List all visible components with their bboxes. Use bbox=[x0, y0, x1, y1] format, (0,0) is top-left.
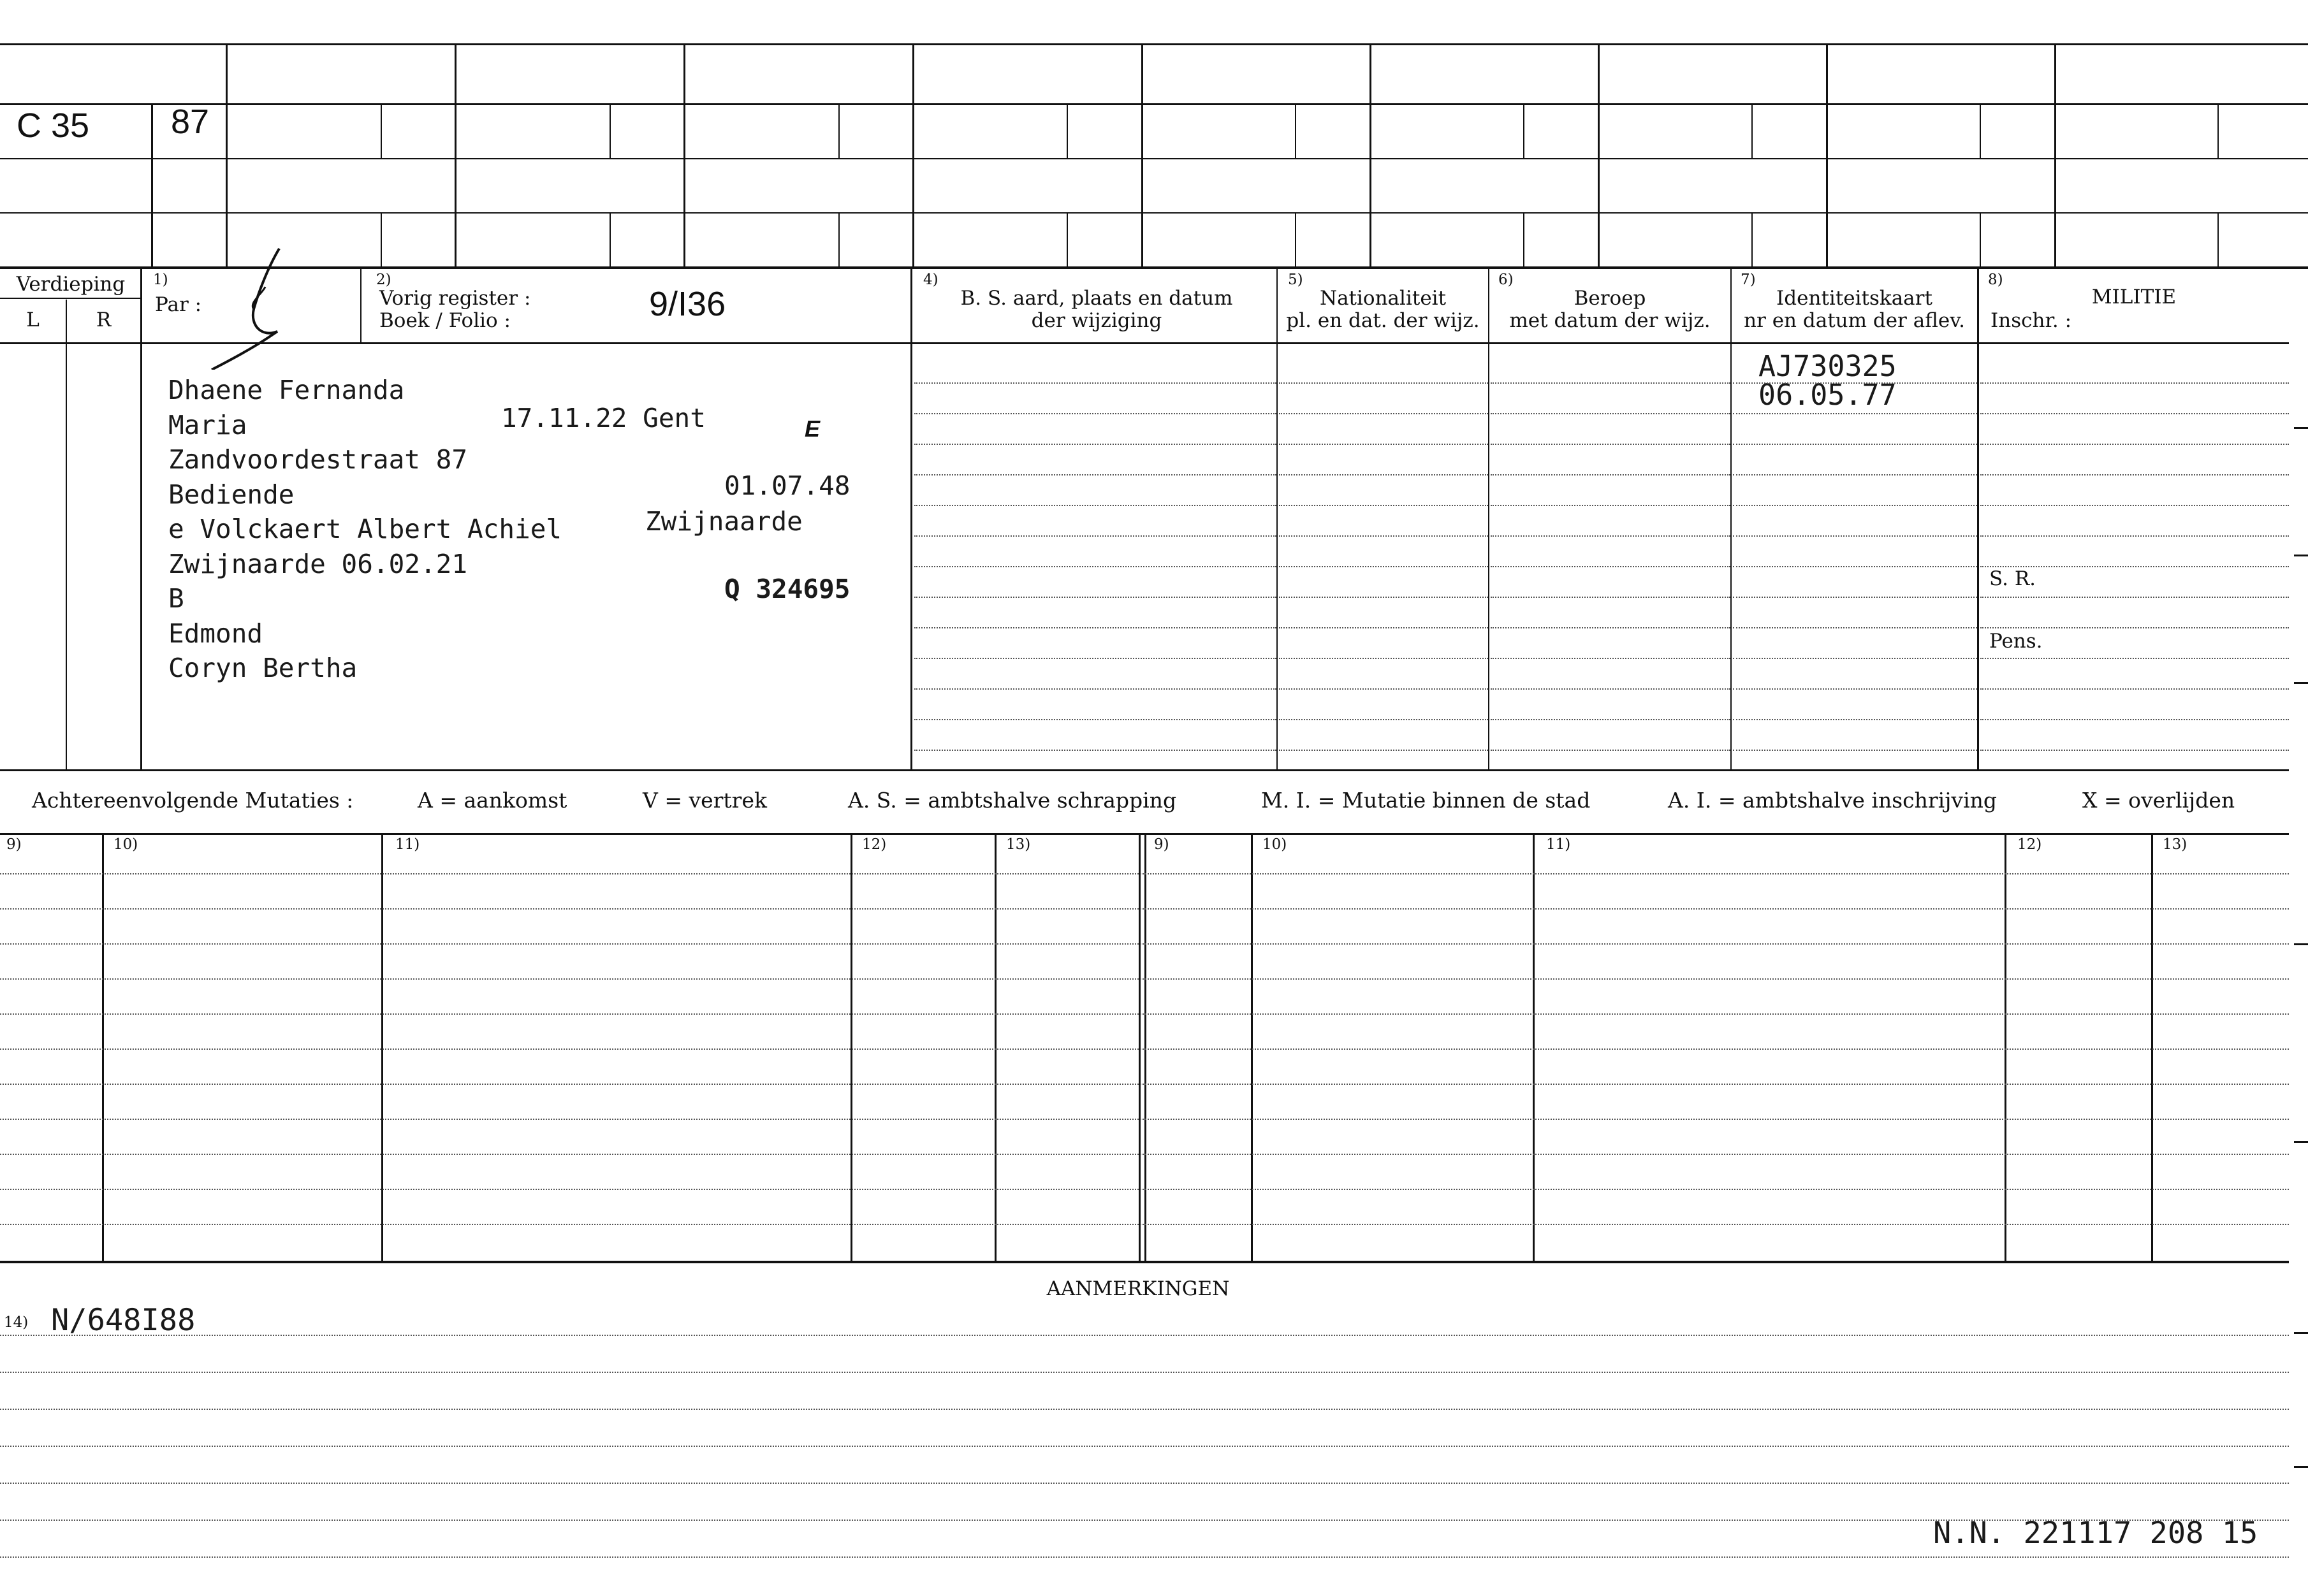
register-code: C 35 bbox=[17, 106, 90, 145]
mut-col-13-right: 13) bbox=[2163, 836, 2187, 853]
mut-col-12-left: 12) bbox=[862, 836, 887, 853]
mut-col-11-right: 11) bbox=[1546, 836, 1571, 853]
boek-folio-label: Boek / Folio : bbox=[379, 309, 511, 332]
mutaties-title: Achtereenvolgende Mutaties : bbox=[32, 788, 354, 813]
col2-number: 2) bbox=[376, 272, 391, 288]
sr-label: S. R. bbox=[1989, 567, 2036, 590]
legend-ambtshalve-inschrijving: A. I. = ambtshalve inschrijving bbox=[1668, 788, 1998, 813]
id-card-date: 06.05.77 bbox=[1758, 378, 1897, 412]
mut-col-9-right: 9) bbox=[1154, 836, 1169, 853]
aanmerkingen-title: AANMERKINGEN bbox=[1046, 1277, 1230, 1300]
col7-number: 7) bbox=[1741, 272, 1756, 288]
person-line-1: Dhaene Fernanda bbox=[168, 375, 405, 405]
aanmerkingen-number: 14) bbox=[4, 1314, 29, 1331]
col8-number: 8) bbox=[1988, 272, 2003, 288]
nationaliteit-label-line2: pl. en dat. der wijz. bbox=[1286, 309, 1480, 332]
militie-title: MILITIE bbox=[2091, 286, 2177, 308]
verdieping-right-label: R bbox=[96, 308, 112, 331]
pens-label: Pens. bbox=[1989, 630, 2043, 653]
mut-col-9-left: 9) bbox=[6, 836, 22, 853]
bs-aard-label-line2: der wijziging bbox=[1031, 309, 1162, 332]
beroep-label-line1: Beroep bbox=[1574, 287, 1646, 310]
mut-col-10-left: 10) bbox=[113, 836, 138, 853]
legend-ambtshalve-schrapping: A. S. = ambtshalve schrapping bbox=[848, 788, 1177, 813]
person-line-3: Zandvoordestraat 87 bbox=[168, 444, 467, 475]
person-line-8: Edmond bbox=[168, 618, 263, 649]
register-number: 87 bbox=[171, 103, 210, 141]
paraph-signature bbox=[204, 242, 312, 370]
col5-number: 5) bbox=[1288, 272, 1303, 288]
legend-vertrek: V = vertrek bbox=[643, 788, 767, 813]
place-right: Zwijnaarde bbox=[645, 506, 803, 537]
inschr-label: Inschr. : bbox=[1990, 309, 2072, 332]
nationaliteit-label-line1: Nationaliteit bbox=[1319, 287, 1447, 310]
legend-mutatie-binnen-stad: M. I. = Mutatie binnen de stad bbox=[1261, 788, 1591, 813]
col1-number: 1) bbox=[153, 272, 168, 288]
person-line-7: B bbox=[168, 583, 184, 614]
person-line-5: e Volckaert Albert Achiel bbox=[168, 514, 562, 544]
vorig-register-value: 9/I36 bbox=[649, 285, 726, 323]
person-line-9: Coryn Bertha bbox=[168, 653, 358, 683]
col6-number: 6) bbox=[1498, 272, 1514, 288]
person-line-2: Maria bbox=[168, 410, 247, 440]
id-card-number: AJ730325 bbox=[1758, 349, 1897, 383]
mut-col-13-left: 13) bbox=[1006, 836, 1031, 853]
handwritten-mark-e: E bbox=[805, 416, 821, 442]
date-right: 01.07.48 bbox=[724, 470, 851, 501]
verdieping-left-label: L bbox=[26, 308, 40, 331]
birth-date-place: 17.11.22 Gent bbox=[501, 403, 706, 433]
mut-col-11-left: 11) bbox=[395, 836, 420, 853]
verdieping-label: Verdieping bbox=[16, 273, 126, 296]
identiteitskaart-label-line2: nr en datum der aflev. bbox=[1744, 309, 1965, 332]
identiteitskaart-label-line1: Identiteitskaart bbox=[1776, 287, 1932, 310]
beroep-label-line2: met datum der wijz. bbox=[1509, 309, 1711, 332]
vorig-register-label: Vorig register : bbox=[379, 287, 531, 310]
legend-overlijden: X = overlijden bbox=[2082, 788, 2235, 813]
person-line-4: Bediende bbox=[168, 479, 295, 510]
bs-aard-label-line1: B. S. aard, plaats en datum bbox=[960, 287, 1233, 310]
code-right: Q 324695 bbox=[724, 574, 851, 604]
person-line-6: Zwijnaarde 06.02.21 bbox=[168, 549, 467, 579]
mut-col-12-right: 12) bbox=[2017, 836, 2042, 853]
aanmerkingen-value: N/648I88 bbox=[51, 1303, 196, 1338]
par-label: Par : bbox=[155, 293, 202, 316]
legend-aankomst: A = aankomst bbox=[418, 788, 567, 813]
national-number: N.N. 221117 208 15 bbox=[1933, 1516, 2258, 1551]
col4-number: 4) bbox=[923, 272, 939, 288]
mut-col-10-right: 10) bbox=[1262, 836, 1287, 853]
